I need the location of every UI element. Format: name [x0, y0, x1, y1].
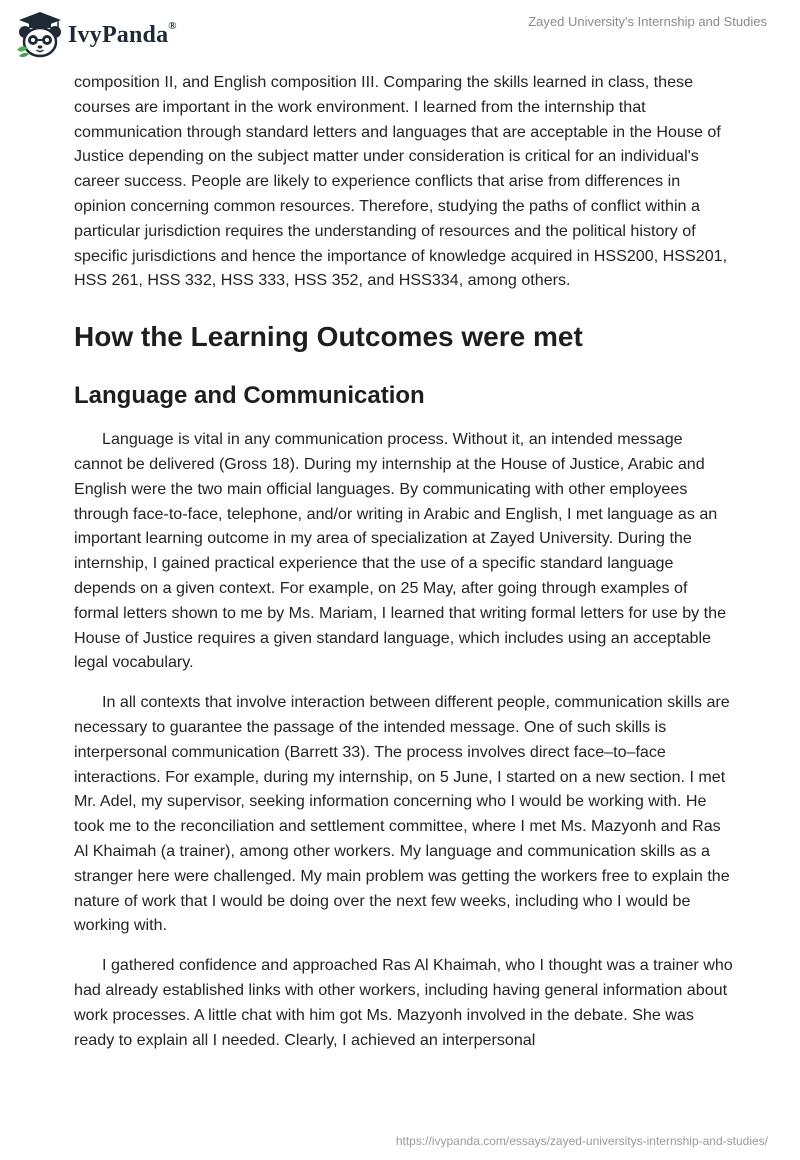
paragraph-confidence: I gathered confidence and approached Ras Al Khaimah, who I thought was a trainer who had already established links with other workers, including having general information about work processes. A little chat with him got Ms. Mazyonh involved in the debate. She was ready to explain all I needed. Clearly, I achieved an interpersonal	[74, 956, 733, 1049]
page-header	[0, 0, 800, 62]
paragraph-interpersonal: In all contexts that involve interaction between different people, communication skills are necessary to guarantee the passage of the intended message. One of such skills is interpersonal communication (Barrett 33). The process involves direct face–to–face interactions. For example, during my internship, on 5 June, I started on a new section. I met Mr. Adel, my supervisor, seeking information concerning who I would be working with. He took me to the reconciliation and settlement committee, where I met Ms. Mazyonh and Ras Al Khaimah (a trainer), among other workers. My language and communication skills as a stranger here were challenged. My main problem was getting the workers free to explain the nature of work that I would be doing over the next few weeks, including who I would be working with.	[74, 693, 730, 935]
panda-graduate-icon	[14, 10, 66, 60]
paragraph-language: Language is vital in any communication process. Without it, an intended message cannot be delivered (Gross 18). During my internship at the House of Justice, Arabic and English were the two main official languages. By communicating with other employees through face-to-face, telephone, and/or writing in Arabic and English, I met language as an important learning outcome in my area of specialization at Zayed University. During the internship, I gained practical experience that the use of a specific standard language depends on a given context. For example, on 25 May, after going through examples of formal letters shown to me by Ms. Mariam, I learned that writing formal letters for use by the House of Justice requires a given standard language, which includes using an acceptable legal vocabulary.	[74, 430, 727, 672]
subsection-heading: Language and Communication	[74, 382, 425, 410]
essay-content	[74, 70, 734, 1052]
paragraph-continuation: composition II, and English composition III. Comparing the skills learned in class, these courses are important in the work environment. I learned from the internship that communication through standard letters and languages that are acceptable in the House of Justice depending on the subject matter under consideration is critical for an individual's career success. People are likely to experience conflicts that arise from differences in opinion concerning common resources. Therefore, studying the paths of conflict within a particular jurisdiction requires the understanding of resources and the political history of specific jurisdictions and hence the importance of knowledge acquired in HSS200, HSS201, HSS 261, HSS 332, HSS 333, HSS 352, and HSS334, among others.	[74, 73, 728, 290]
document-title: Zayed University's Internship and Studies	[528, 14, 767, 29]
brand-name: IvyPanda®	[68, 19, 177, 48]
ivypanda-logo[interactable]	[14, 10, 177, 60]
section-heading: How the Learning Outcomes were met	[74, 321, 583, 353]
source-url[interactable]: https://ivypanda.com/essays/zayed-universitys-internship-and-studies/	[395, 1134, 768, 1148]
